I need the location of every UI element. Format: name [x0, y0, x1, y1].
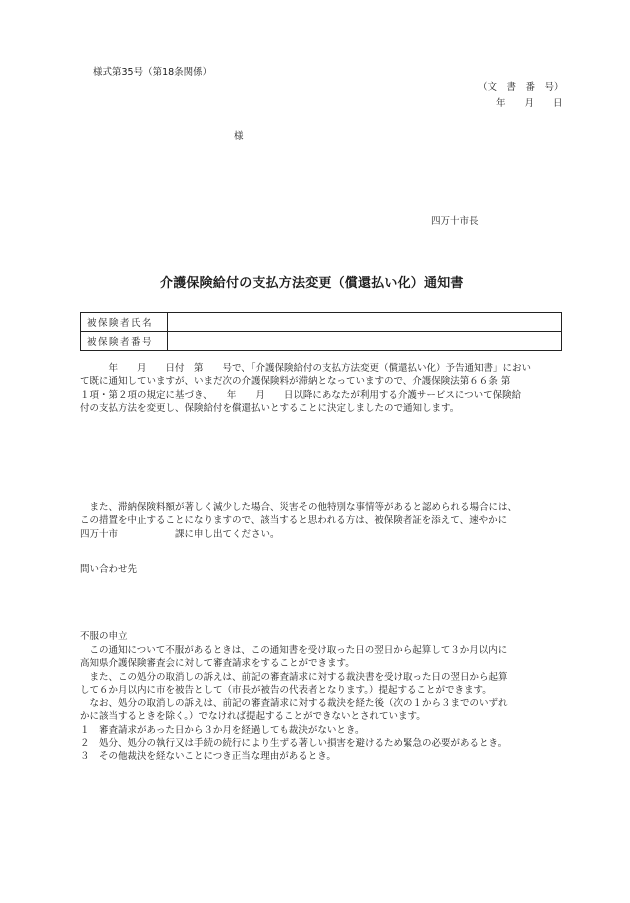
document-number: （文 書 番 号）: [478, 82, 564, 93]
contact-label: 問い合わせ先: [80, 564, 138, 575]
table-row: [81, 313, 562, 332]
body-line: 付の支払方法を変更し、保険給付を償還払いとすることに決定しましたので通知します。: [80, 402, 460, 414]
objection-heading: 不服の申立: [80, 631, 128, 642]
insured-number-label: 被保険者番号: [81, 332, 168, 351]
objection-line: して６か月以内に市を被告として（市長が被告の代表者となります。）提起することができます。: [80, 684, 492, 696]
body-line: て既に通知していますが、いまだ次の介護保険料が滞納となっていますので、介護保険法第６６条 第: [80, 376, 511, 388]
issuer: 四万十市長: [431, 216, 479, 227]
body-line: 年 月 日付 第 号で、「介護保険給付の支払方法変更（償還払い化）予告通知書」におい: [80, 363, 532, 374]
notice-line: 四万十市 課に申し出てください。: [80, 528, 280, 540]
document-title: 介護保険給付の支払方法変更（償還払い化）通知書: [160, 276, 464, 291]
objection-item-1: １ 審査請求があった日から３か月を経過しても裁決がないとき。: [80, 724, 365, 736]
insured-info-table: [80, 312, 562, 351]
insured-number-value: [168, 332, 562, 351]
notice-paragraph: [80, 501, 570, 541]
body-paragraph: [80, 362, 570, 415]
addressee-suffix: 様: [234, 131, 244, 142]
form-number: 様式第35号（第18条関係）: [93, 67, 213, 78]
body-line: １項・第２項の規定に基づき、 年 月 日以降にあなたが利用する介護サービスについて保険給: [80, 389, 522, 401]
notice-line: この措置を中止することになりますので、該当すると思われる方は、被保険者証を添えて、速やかに: [80, 515, 508, 527]
notice-line: また、滞納保険料額が著しく減少した場合、災害その他特別な事情等があると認められる場合には、: [80, 502, 518, 513]
objection-line: また、この処分の取消しの訴えは、前記の審査請求に対する裁決書を受け取った日の翌日から起算: [80, 671, 508, 683]
objection-line: 高知県介護保険審査会に対して審査請求をすることができます。: [80, 658, 355, 670]
objection-paragraph: [80, 644, 570, 764]
table-row: [81, 332, 562, 351]
insured-name-label: 被保険者氏名: [81, 313, 168, 332]
objection-line: かに該当するときを除く。）でなければ提起することができないとされています。: [80, 711, 426, 723]
insured-name-value: [168, 313, 562, 332]
date-line: 年 月 日: [496, 98, 563, 109]
objection-line: この通知について不服があるときは、この通知書を受け取った日の翌日から起算して３か月以内に: [80, 645, 508, 656]
objection-line: なお、処分の取消しの訴えは、前記の審査請求に対する裁決を経た後（次の１から３までのいずれ: [80, 698, 508, 710]
objection-item-3: ３ その他裁決を経ないことにつき正当な理由があるとき。: [80, 751, 336, 763]
objection-item-2: ２ 処分、処分の執行又は手続の続行により生ずる著しい損害を避けるため緊急の必要があるとき。: [80, 738, 508, 750]
